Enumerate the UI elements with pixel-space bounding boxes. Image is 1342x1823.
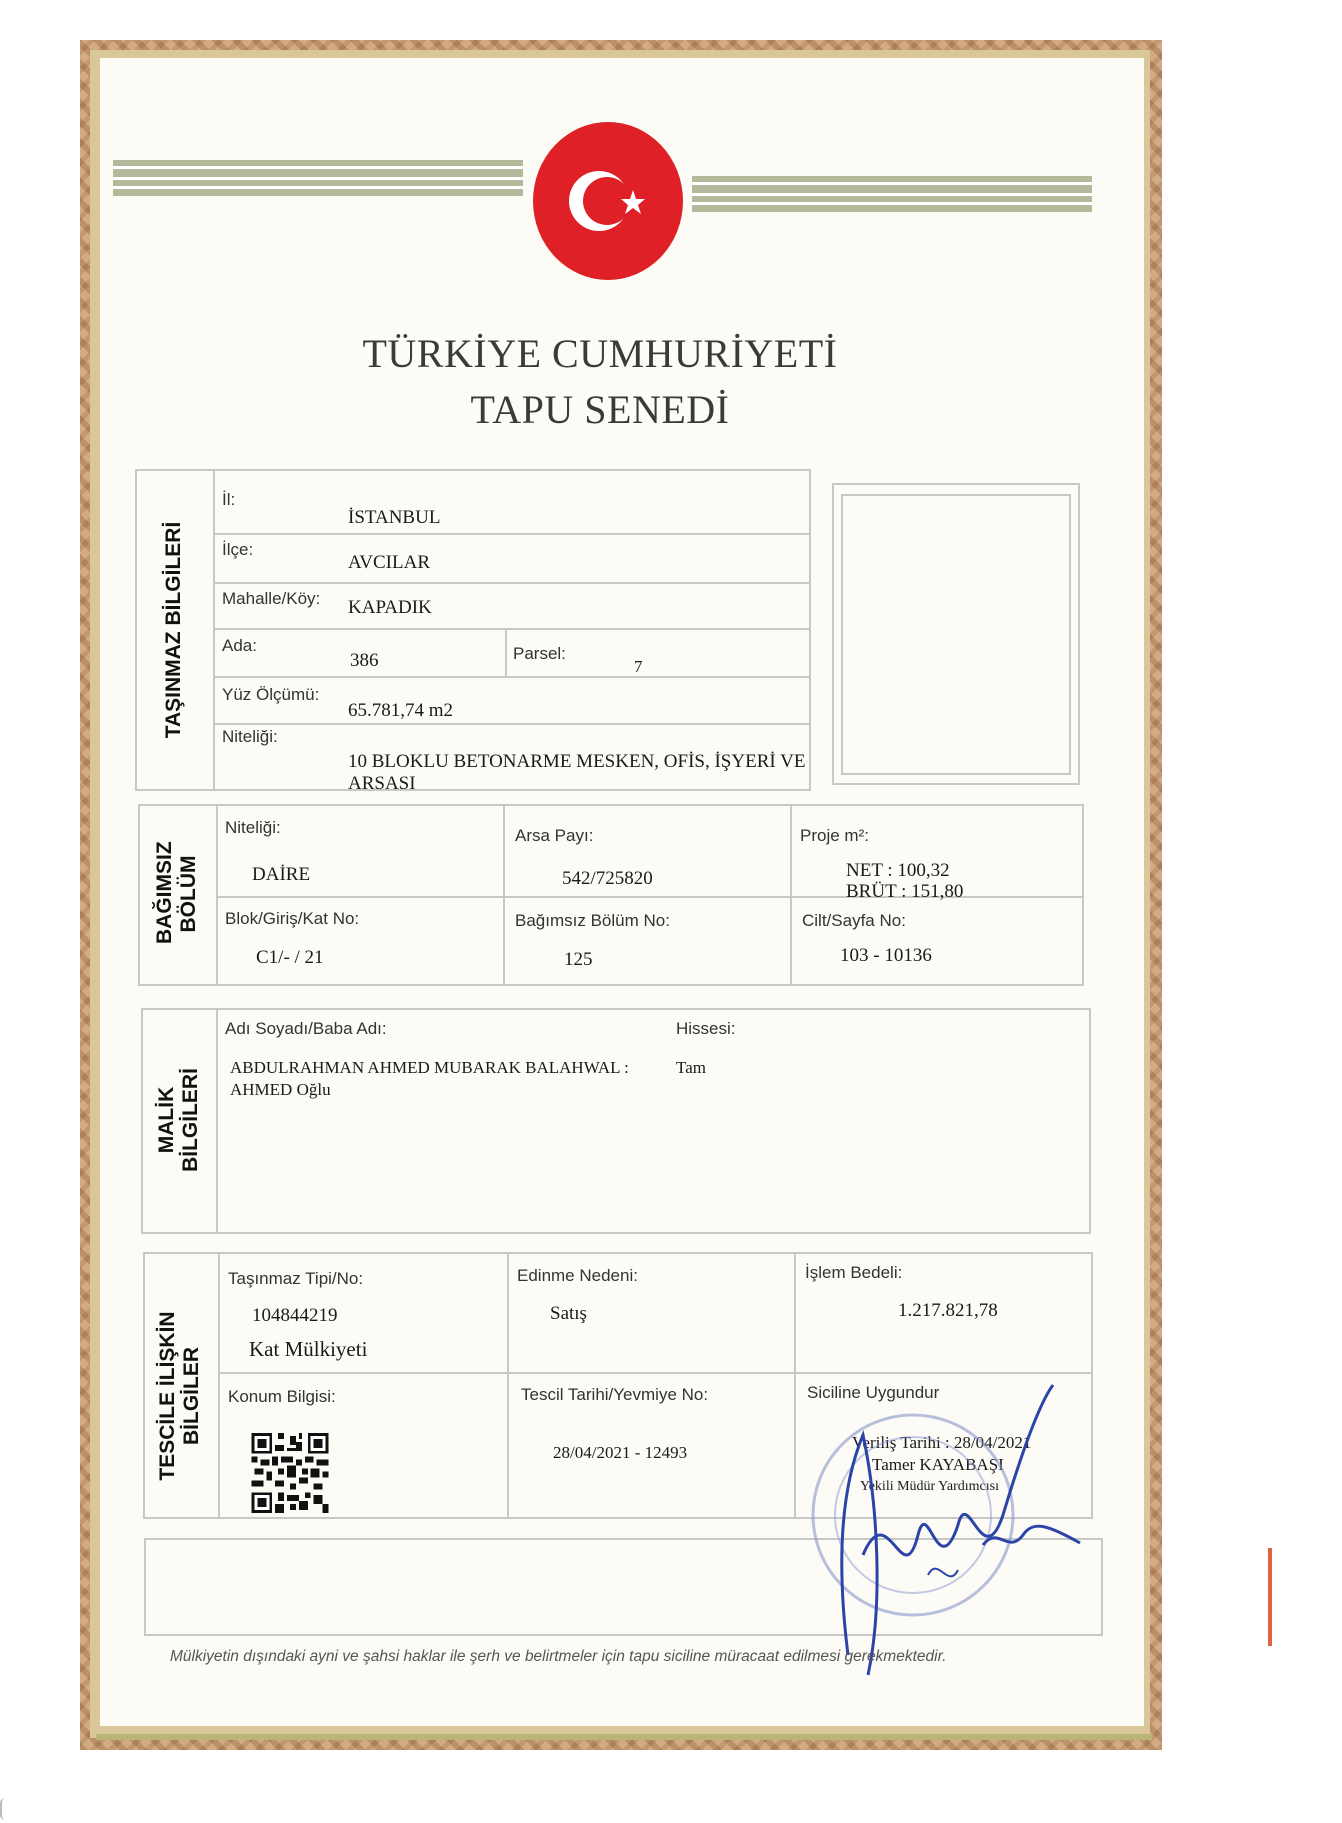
- bb-niteligi-value: DAİRE: [252, 864, 311, 885]
- malik-section-label: MALİK BİLGİLERİ: [155, 1068, 202, 1172]
- malik-ad-value-line1: ABDULRAHMAN AHMED MUBARAK BALAHWAL :: [230, 1058, 629, 1077]
- niteligi-value-line2: ARSASI: [348, 773, 416, 794]
- tescil-tarihi-label: Tescil Tarihi/Yevmiye No:: [521, 1385, 709, 1404]
- tasinmaz-section-label: TAŞINMAZ BİLGİLERİ: [162, 521, 185, 739]
- verilis-tarihi: Veriliş Tarihi : 28/04/2021: [852, 1433, 1032, 1452]
- islem-bedeli-value: 1.217.821,78: [898, 1300, 998, 1321]
- proje-net-value: NET : 100,32: [846, 860, 950, 881]
- ada-value: 386: [350, 650, 379, 671]
- bolum-no-value: 125: [564, 949, 593, 970]
- document-subtitle: TAPU SENEDİ: [470, 387, 730, 432]
- hisse-label: Hissesi:: [676, 1019, 736, 1038]
- niteligi-label: Niteliği:: [222, 727, 278, 746]
- tescil-tarihi-value: 28/04/2021 - 12493: [553, 1443, 688, 1462]
- crescent-star-emblem-icon: [533, 122, 683, 280]
- decorative-band-right: [692, 176, 1092, 212]
- hisse-value: Tam: [676, 1058, 706, 1077]
- tasinmaz-no-value: 104844219: [252, 1305, 338, 1326]
- yuzolcumu-label: Yüz Ölçümü:: [222, 685, 320, 704]
- il-label: İl:: [222, 490, 236, 509]
- edinme-nedeni-label: Edinme Nedeni:: [517, 1266, 638, 1285]
- ada-label: Ada:: [222, 636, 257, 655]
- blok-label: Blok/Giriş/Kat No:: [225, 909, 360, 928]
- bb-niteligi-label: Niteliği:: [225, 818, 281, 837]
- blok-value: C1/- / 21: [256, 947, 324, 968]
- bolum-no-label: Bağımsız Bölüm No:: [515, 911, 670, 930]
- edge-mark: [0, 1798, 10, 1820]
- red-edge-mark: [1268, 1548, 1272, 1646]
- edinme-nedeni-value: Satış: [550, 1303, 587, 1324]
- ilce-value: AVCILAR: [348, 552, 430, 573]
- yuzolcumu-value: 65.781,74 m2: [348, 700, 454, 721]
- paper-bottom-edge: [96, 1734, 1152, 1740]
- signatory-title: Yekili Müdür Yardımcısı: [860, 1479, 999, 1494]
- il-value: İSTANBUL: [348, 507, 441, 528]
- malik-ad-value-line2: AHMED Oğlu: [230, 1080, 331, 1099]
- parsel-value: 7: [634, 657, 643, 676]
- mahalle-label: Mahalle/Köy:: [222, 589, 321, 608]
- ilce-label: İlçe:: [222, 540, 254, 559]
- arsa-payi-label: Arsa Payı:: [515, 826, 594, 845]
- mahalle-value: KAPADIK: [348, 597, 432, 618]
- tasinmaz-tipi-value: Kat Mülkiyeti: [249, 1337, 368, 1361]
- niteligi-value-line1: 10 BLOKLU BETONARME MESKEN, OFİS, İŞYERİ VE: [348, 751, 806, 772]
- qr-code-icon[interactable]: [251, 1433, 329, 1513]
- cilt-sayfa-label: Cilt/Sayfa No:: [802, 911, 906, 930]
- proje-m2-label: Proje m²:: [800, 826, 869, 845]
- footer-note: Mülkiyetin dışındaki ayni ve şahsi haklar ile şerh ve belirtmeler için tapu siciline müracaat edilmesi gerekmektedir.: [170, 1648, 947, 1665]
- malik-section: [141, 1008, 1091, 1234]
- konum-bilgisi-label: Konum Bilgisi:: [228, 1387, 336, 1406]
- cilt-sayfa-value: 103 - 10136: [840, 945, 932, 966]
- parsel-label: Parsel:: [513, 644, 566, 663]
- official-seal-and-signature-icon: [808, 1375, 1088, 1685]
- arsa-payi-value: 542/725820: [562, 868, 653, 889]
- tescil-section-label: TESCİLE İLİŞKİN BİLGİLER: [156, 1311, 203, 1481]
- signatory-name: Tamer KAYABAŞI: [872, 1455, 1004, 1474]
- decorative-band-left: [113, 160, 523, 196]
- proje-brut-value: BRÜT : 151,80: [846, 881, 964, 902]
- malik-ad-label: Adı Soyadı/Baba Adı:: [225, 1019, 387, 1038]
- siciline-uygundur-label: Siciline Uygundur: [807, 1383, 940, 1402]
- islem-bedeli-label: İşlem Bedeli:: [805, 1263, 903, 1282]
- photo-placeholder: [841, 494, 1071, 775]
- bagimsiz-section-label: BAĞIMSIZ BÖLÜM: [153, 841, 200, 944]
- document-title: TÜRKİYE CUMHURİYETİ: [362, 331, 838, 376]
- tasinmaz-tipi-label: Taşınmaz Tipi/No:: [228, 1269, 364, 1288]
